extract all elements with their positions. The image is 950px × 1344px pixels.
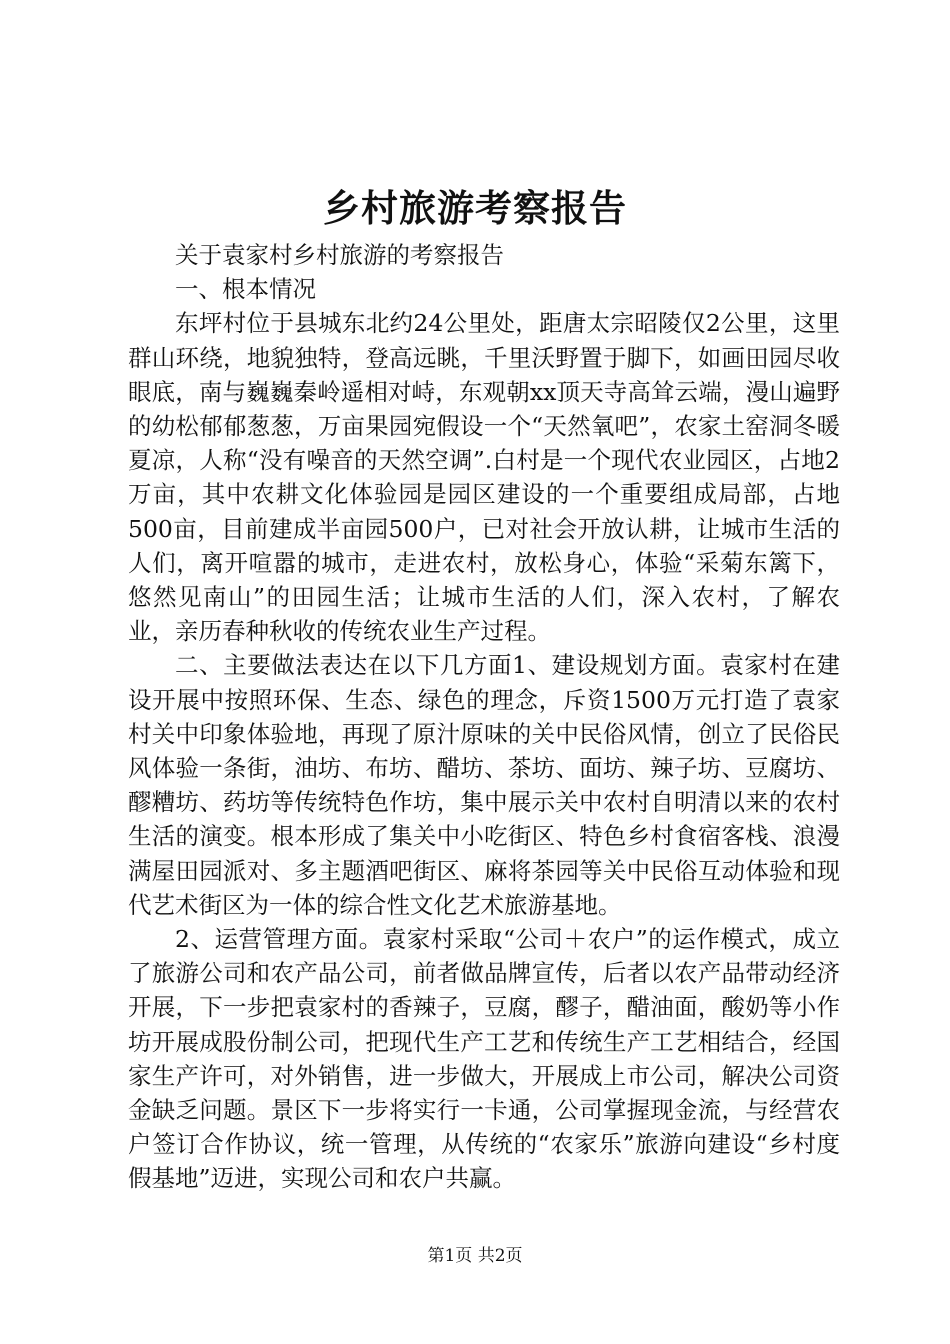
paragraph-main-practices: 二、主要做法表达在以下几方面1、建设规划方面。袁家村在建设开展中按照环保、生态、绿色的理念，斥资1500万元打造了袁家村关中印象体验地，再现了原汁原味的关中民俗风情，创立了民俗民风体验一条街，油坊、布坊、醋坊、茶坊、面坊、辣子坊、豆腐坊、醪糟坊、药坊等传统特色作坊，集中展示关中农村自明清以来的农村生活的演变。根本形成了集关中小吃街区、特色乡村食宿客栈、浪漫满屋田园派对、多主题酒吧街区、麻将茶园等关中民俗互动体验和现代艺术街区为一体的综合性文化艺术旅游基地。: [128, 651, 840, 919]
paragraph-operations: 2、运营管理方面。袁家村采取“公司＋农户”的运作模式，成立了旅游公司和农产品公司，前者做品牌宣传，后者以农产品带动经济开展，下一步把袁家村的香辣子，豆腐，醪子，醋油面，酸奶等小作坊开展成股份制公司，把现代生产工艺和传统生产工艺相结合，经国家生产许可，对外销售，进一步做大，开展成上市公司，解决公司资金缺乏问题。景区下一步将实行一卡通，公司掌握现金流，与经营农户签订合作协议，统一管理，从传统的“农家乐”旅游向建设“乡村度假基地”迈进，实现公司和农户共赢。: [128, 925, 840, 1193]
paragraph-section-heading: 一、根本情况: [175, 275, 316, 304]
document-body: [128, 238, 840, 1196]
paragraph-basic-info: 东坪村位于县城东北约24公里处，距唐太宗昭陵仅2公里，这里群山环绕，地貌独特，登高远眺，千里沃野置于脚下，如画田园尽收眼底，南与巍巍秦岭遥相对峙，东观朝xx顶天寺高耸云端，漫山遍野的幼松郁郁葱葱，万亩果园宛假设一个“天然氧吧”，农家土窑洞冬暖夏凉，人称“没有噪音的天然空调”.白村是一个现代农业园区，占地2万亩，其中农耕文化体验园是园区建设的一个重要组成局部，占地500亩，目前建成半亩园500户，已对社会开放认耕，让城市生活的人们，离开喧嚣的城市，走进农村，放松身心，体验“采菊东篱下，悠然见南山”的田园生活；让城市生活的人们，深入农村，了解农业，亲历春种秋收的传统农业生产过程。: [128, 309, 840, 646]
page-footer: 第1页 共2页: [427, 1246, 523, 1266]
document-title: 乡村旅游考察报告: [323, 186, 627, 230]
paragraph-subtitle: 关于袁家村乡村旅游的考察报告: [175, 241, 504, 269]
